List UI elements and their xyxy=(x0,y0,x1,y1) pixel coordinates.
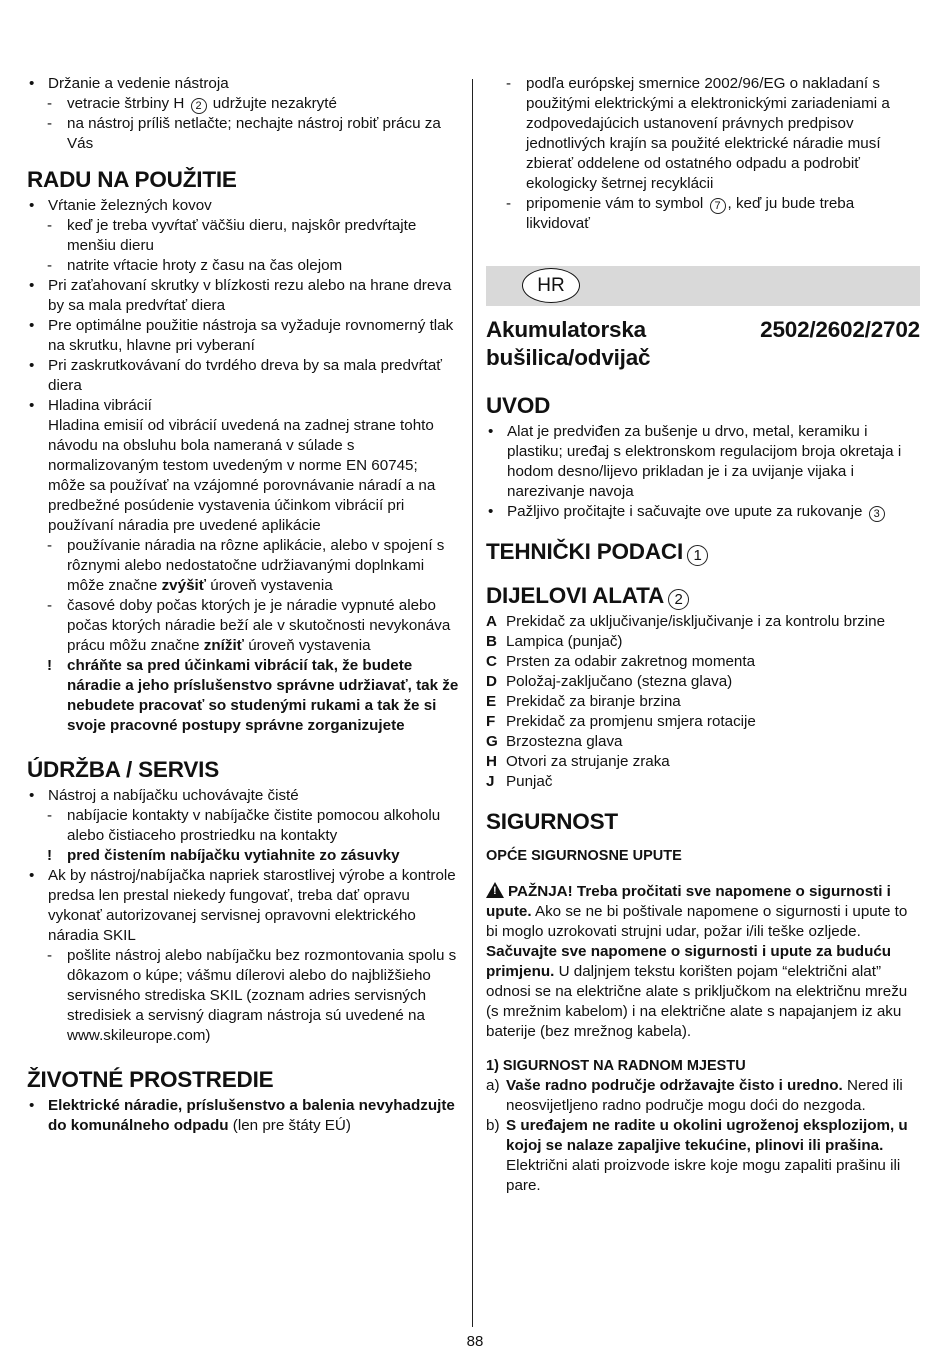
list-item: G Brzostezna glava xyxy=(486,733,623,750)
warning-paragraph: ! PAŽNJA! Treba pročitati sve napomene o sigurnosti i upute. Ako se ne bi poštivale napomene o sigurnosti i upute to bi moglo uzrokovati strujni udar, požar i/ili teške ozljede. Sačuvajte sve napomene o sigurnosti i upute za buduću primjenu. U daljnjem tekstu korišten pojam “električni alat” odnosi se na električne alate s priključkom na električnu mrežu (s mrežnim kabelom) i na električne alate s napajanjem iz aku baterije (bez mrežnog kabela). xyxy=(486,883,908,1040)
list-item: J Punjač xyxy=(486,773,553,790)
page-number: 88 xyxy=(466,1333,484,1350)
callout-number: 3 xyxy=(869,506,885,522)
warning-item: ! pred čistením nabíjačku vytiahnite zo zásuvky xyxy=(47,847,400,864)
callout-number: 7 xyxy=(710,198,726,214)
product-title-block xyxy=(486,316,920,372)
list-item: - používanie náradia na rôzne aplikácie, alebo v spojení s rôznymi alebo nedostatočne udržiavanými doplnkami môže značne zvýšiť úroveň vystavenia xyxy=(47,537,445,594)
list-item: • Vŕtanie železných kovov xyxy=(29,197,212,214)
section-heading: DIJELOVI ALATA 2 xyxy=(486,582,920,610)
list-item: • Alat je predviđen za bušenje u drvo, metal, keramiku i plastiku; uređaj s elektronskom regulacijom broja okretaja i hodom desno/lijevo prikladan je i za uvijanje vijaka i narezivanje navoja xyxy=(488,423,902,500)
list-item: • Pre optimálne použitie nástroja sa vyžaduje rovnomerný tlak na skrutku, hlavne pri vyberaní xyxy=(29,317,454,354)
list-item: - vetracie štrbiny H 2 udržujte nezakryté xyxy=(47,95,337,112)
list-item: B Lampica (punjač) xyxy=(486,633,623,650)
list-item: a) Vaše radno područje održavajte čisto i uredno. Nered ili neosvijetljeno radno područje mogu doći do nezgoda. xyxy=(486,1077,903,1114)
list-item: - pošlite nástroj alebo nabíjačku bez rozmontovania spolu s dôkazom o kúpe; vášmu dílerovi alebo do najbližšieho servisného strediska SKIL (zoznam adries servisných stredisiek a servisný diagram nástroja sú uvedené na www.skileurope.com) xyxy=(47,947,457,1044)
list-item: E Prekidač za biranje brzina xyxy=(486,693,681,710)
section-heading: RADU NA POUŽITIE xyxy=(27,167,237,192)
list-item: • Hladina vibrácií xyxy=(29,397,152,414)
list-item: - natrite vŕtacie hroty z času na čas olejom xyxy=(47,257,343,274)
list-item: - nabíjacie kontakty v nabíjačke čistite pomocou alkoholu alebo čistiaceho prostriedku na kontakty xyxy=(47,807,441,844)
language-bar xyxy=(486,266,920,306)
list-item: • Pri zaskrutkovávaní do tvrdého dreva by sa mala predvŕtať diera xyxy=(29,357,443,394)
section-heading: ÚDRŽBA / SERVIS xyxy=(27,757,220,782)
list-item: • Pažljivo pročitajte i sačuvajte ove upute za rukovanje 3 xyxy=(486,502,920,522)
section-heading: SIGURNOST xyxy=(486,809,618,834)
list-item: - na nástroj príliš netlačte; nechajte nástroj robiť prácu za Vás xyxy=(47,115,441,152)
section-heading: ŽIVOTNÉ PROSTREDIE xyxy=(27,1067,274,1092)
list-item: - pripomenie vám to symbol 7 , keď ju bude treba likvidovať xyxy=(506,195,855,232)
subsection-heading: OPĆE SIGURNOSNE UPUTE xyxy=(486,848,682,864)
list-item: A Prekidač za uključivanje/isključivanje i za kontrolu brzine xyxy=(486,613,886,630)
right-column xyxy=(486,74,920,1196)
list-item: • Elektrické náradie, príslušenstvo a balenia nevyhadzujte do komunálneho odpadu (len pre štáty EÚ) xyxy=(29,1097,455,1134)
callout-number: 2 xyxy=(191,98,207,114)
list-item: • Pri zaťahovaní skrutky v blízkosti rezu alebo na hrane dreva by sa mala predvŕtať diera xyxy=(29,277,452,314)
callout-number: 1 xyxy=(687,545,708,566)
section-heading: TEHNIČKI PODACI 1 xyxy=(486,538,920,566)
subsection-heading: 1) SIGURNOST NA RADNOM MJESTU xyxy=(486,1058,746,1074)
paragraph: Hladina emisií od vibrácií uvedená na zadnej strane tohto návodu na obsluhu bola nameraná v súlade s normalizovaným testom uvedeným v norme EN 60745; môže sa používať na vzájomné porovnávanie náradí a na predbežné posúdenie vystavenia účinkom vibrácií pri používaní náradia pre uvedené aplikácie xyxy=(48,417,436,534)
language-badge: HR xyxy=(522,268,580,303)
list-item: H Otvori za strujanje zraka xyxy=(486,753,670,770)
section-heading: UVOD xyxy=(486,393,551,418)
list-item: b) S uređajem ne radite u okolini ugroženoj eksplozijom, u kojoj se nalaze zapaljive tekućine, plinovi ili prašina. Električni alati proizvode iskre koje mogu zapaliti prašinu ili pare. xyxy=(486,1117,908,1194)
list-item: F Prekidač za promjenu smjera rotacije xyxy=(486,713,756,730)
list-item: - podľa európskej smernice 2002/96/EG o nakladaní s použitými elektrickými a elektronickými zariadeniami a zodpovedajúcich ustanovení právnych predpisov jednotlivých krajín sa použité elektrické náradie musí zbierať oddelene od ostatného odpadu a podrobiť ekologicky šetrnej recyklácii xyxy=(506,75,890,192)
left-column xyxy=(27,74,459,1136)
list-item: - keď je treba vyvŕtať väčšiu dieru, najskôr predvŕtajte menšiu dieru xyxy=(47,217,417,254)
list-item: • Držanie a vedenie nástroja xyxy=(29,75,229,92)
list-item: • Ak by nástroj/nabíjačka napriek starostlivej výrobe a kontrole predsa len prestal niekedy fungovať, treba dať opravu vykonať autorizovanej servisnej opravovni elektrického náradia SKIL xyxy=(29,867,456,944)
callout-number: 2 xyxy=(668,589,689,610)
warning-item: ! chráňte sa pred účinkami vibrácií tak, že budete náradie a jeho príslušenstvo správne udržiavať, tak že nebudete pracovať so studenými rukami a tak že si svoje pracovné postupy správne zorganizujete xyxy=(47,657,459,734)
parts-list xyxy=(486,612,920,792)
list-item: C Prsten za odabir zakretnog momenta xyxy=(486,653,756,670)
product-title: Akumulatorska bušilica/odvijač xyxy=(486,317,651,370)
list-item: - časové doby počas ktorých je je náradie vypnuté alebo počas ktorých náradie beží ale v skutočnosti nevykonáva prácu môžu značne znížiť úroveň vystavenia xyxy=(47,597,451,654)
warning-icon: ! xyxy=(486,882,504,898)
column-divider xyxy=(472,79,473,1327)
list-item: D Položaj-zaključano (stezna glava) xyxy=(486,673,733,690)
list-item: • Nástroj a nabíjačku uchovávajte čisté xyxy=(29,787,299,804)
product-model: 2502/2602/2702 xyxy=(760,317,920,342)
